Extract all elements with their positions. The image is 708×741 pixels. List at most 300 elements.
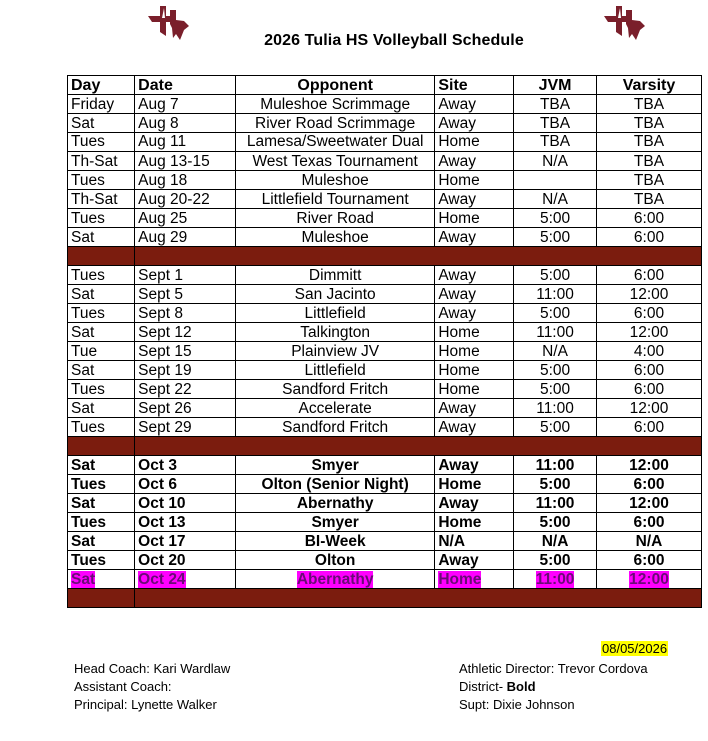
cell-varsity-text: 6:00 xyxy=(633,304,665,322)
cell-date xyxy=(135,551,236,570)
cell-opponent-text: Abernathy xyxy=(296,570,374,588)
cell-day-text: Sat xyxy=(71,532,96,550)
cell-jvm xyxy=(514,304,597,323)
table-row xyxy=(68,209,702,228)
cell-date-text: Aug 13-15 xyxy=(138,152,210,170)
cell-varsity xyxy=(597,551,702,570)
cell-day xyxy=(68,532,135,551)
cell-varsity xyxy=(597,513,702,532)
district-text xyxy=(459,678,648,696)
schedule-table xyxy=(67,75,702,608)
cell-day-text: Tues xyxy=(71,171,105,189)
cell-jvm-text: TBA xyxy=(539,95,571,113)
cell-date-text: Sept 15 xyxy=(138,342,192,360)
cell-opponent-text: Muleshoe xyxy=(301,171,369,189)
table-header-row xyxy=(68,76,702,95)
cell-jvm-text: 5:00 xyxy=(539,228,571,246)
cell-day xyxy=(68,513,135,532)
cell-site-text: Home xyxy=(438,171,480,189)
cell-date xyxy=(135,513,236,532)
cell-opponent xyxy=(235,304,434,323)
cell-varsity xyxy=(597,190,702,209)
cell-site-text: Away xyxy=(438,266,476,284)
cell-varsity xyxy=(597,152,702,171)
cell-jvm-text: TBA xyxy=(539,114,571,132)
cell-site xyxy=(435,171,514,190)
cell-date xyxy=(135,323,236,342)
cell-jvm xyxy=(514,114,597,133)
cell-jvm xyxy=(514,475,597,494)
cell-date-text: Sept 12 xyxy=(138,323,192,341)
footer-staff-left xyxy=(74,660,230,714)
cell-varsity-text: 6:00 xyxy=(633,361,665,379)
schedule-title: 2026 Tulia HS Volleyball Schedule xyxy=(264,32,524,49)
cell-opponent xyxy=(235,418,434,437)
cell-jvm-text: 5:00 xyxy=(539,361,571,379)
cell-site xyxy=(435,285,514,304)
header-site: Site xyxy=(435,76,514,95)
cell-date xyxy=(135,418,236,437)
cell-varsity xyxy=(597,399,702,418)
cell-jvm-text: 5:00 xyxy=(539,209,571,227)
cell-opponent-text: River Road Scrimmage xyxy=(255,114,416,132)
cell-varsity xyxy=(597,285,702,304)
cell-varsity-text: 6:00 xyxy=(633,380,665,398)
cell-day xyxy=(68,209,135,228)
cell-jvm-text: 11:00 xyxy=(536,323,574,341)
cell-opponent xyxy=(235,342,434,361)
table-row xyxy=(68,342,702,361)
cell-day-text: Th-Sat xyxy=(71,152,118,170)
cell-day xyxy=(68,171,135,190)
cell-site xyxy=(435,323,514,342)
cell-opponent xyxy=(235,456,434,475)
cell-varsity-text: 6:00 xyxy=(633,551,665,569)
cell-jvm xyxy=(514,513,597,532)
cell-opponent-text: Littlefield xyxy=(304,361,366,379)
cell-date xyxy=(135,570,236,589)
cell-varsity-text: TBA xyxy=(633,95,665,113)
cell-opponent-text: Abernathy xyxy=(296,494,374,512)
table-row xyxy=(68,380,702,399)
cell-day xyxy=(68,152,135,171)
cell-site xyxy=(435,228,514,247)
cell-varsity-text: 6:00 xyxy=(633,418,665,436)
cell-day xyxy=(68,456,135,475)
cell-opponent-text: Littlefield xyxy=(304,304,366,322)
cell-date-text: Oct 20 xyxy=(138,551,186,569)
cell-date xyxy=(135,171,236,190)
athletic-director-text: Athletic Director: Trevor Cordova xyxy=(459,661,648,676)
cell-site xyxy=(435,209,514,228)
cell-site-text: Home xyxy=(438,342,480,360)
cell-jvm-text: N/A xyxy=(542,152,568,170)
cell-jvm xyxy=(514,266,597,285)
cell-date-text: Sept 5 xyxy=(138,285,183,303)
cell-date-text: Aug 29 xyxy=(138,228,188,246)
cell-site-text: Home xyxy=(438,323,480,341)
cell-day xyxy=(68,551,135,570)
table-row xyxy=(68,285,702,304)
cell-site-text: Home xyxy=(438,513,482,531)
cell-varsity xyxy=(597,209,702,228)
cell-date-text: Aug 7 xyxy=(138,95,179,113)
cell-opponent-text: Plainview JV xyxy=(291,342,380,360)
cell-day-text: Tues xyxy=(71,418,105,436)
table-row xyxy=(68,266,702,285)
cell-date-text: Sept 19 xyxy=(138,361,192,379)
cell-site xyxy=(435,532,514,551)
cell-jvm-text: 5:00 xyxy=(539,418,571,436)
cell-site-text: Home xyxy=(438,475,482,493)
cell-varsity-text: 6:00 xyxy=(633,475,665,493)
cell-varsity-text: 6:00 xyxy=(633,266,665,284)
cell-jvm-text: 5:00 xyxy=(539,475,571,493)
cell-date-text: Sept 1 xyxy=(138,266,183,284)
cell-opponent-text: Talkington xyxy=(300,323,371,341)
cell-day xyxy=(68,399,135,418)
cell-day-text: Tues xyxy=(71,513,107,531)
cell-site xyxy=(435,361,514,380)
cell-site-text: Home xyxy=(438,209,480,227)
cell-opponent-text: Lamesa/Sweetwater Dual xyxy=(246,133,424,150)
cell-varsity-text: 12:00 xyxy=(629,323,669,341)
cell-opponent xyxy=(235,399,434,418)
cell-opponent-text: River Road xyxy=(296,209,374,227)
cell-jvm-text: 11:00 xyxy=(535,494,575,512)
cell-varsity-text: 6:00 xyxy=(633,209,665,227)
cell-opponent xyxy=(235,190,434,209)
table-row xyxy=(68,532,702,551)
cell-site xyxy=(435,475,514,494)
cell-day xyxy=(68,266,135,285)
cell-varsity-text: 4:00 xyxy=(633,342,665,360)
table-row xyxy=(68,494,702,513)
cell-day-text: Sat xyxy=(71,228,95,246)
cell-date-text: Sept 29 xyxy=(138,418,192,436)
cell-jvm xyxy=(514,209,597,228)
cell-site xyxy=(435,95,514,114)
table-row xyxy=(68,323,702,342)
cell-varsity-text: TBA xyxy=(633,171,665,189)
cell-day xyxy=(68,380,135,399)
cell-opponent-text: San Jacinto xyxy=(294,285,376,303)
cell-varsity-text: TBA xyxy=(633,114,665,132)
cell-date xyxy=(135,228,236,247)
cell-jvm-text: N/A xyxy=(542,190,568,208)
cell-day xyxy=(68,114,135,133)
cell-jvm-text: 11:00 xyxy=(536,285,574,303)
cell-jvm xyxy=(514,456,597,475)
district-value: Bold xyxy=(506,679,536,694)
assistant-coach-text: Assistant Coach: xyxy=(74,679,172,694)
header-jvm: JVM xyxy=(514,76,597,95)
cell-site xyxy=(435,570,514,589)
cell-day-text: Tues xyxy=(71,304,105,322)
cell-day xyxy=(68,342,135,361)
cell-day-text: Tues xyxy=(71,133,105,150)
cell-site xyxy=(435,494,514,513)
cell-opponent-text: Olton (Senior Night) xyxy=(261,475,409,493)
table-row xyxy=(68,171,702,190)
cell-site-text: Away xyxy=(438,285,476,303)
cell-day-text: Sat xyxy=(71,323,95,341)
cell-jvm-text: 11:00 xyxy=(535,570,575,588)
cell-site xyxy=(435,418,514,437)
cell-day xyxy=(68,304,135,323)
cell-date xyxy=(135,285,236,304)
cell-date xyxy=(135,361,236,380)
cell-jvm-text: 11:00 xyxy=(536,399,574,417)
cell-opponent xyxy=(235,380,434,399)
cell-jvm xyxy=(514,532,597,551)
table-row xyxy=(68,95,702,114)
cell-opponent-text: Sandford Fritch xyxy=(282,380,389,398)
cell-date xyxy=(135,399,236,418)
cell-date xyxy=(135,380,236,399)
cell-jvm xyxy=(514,418,597,437)
cell-opponent-text: Smyer xyxy=(311,513,359,531)
cell-day-text: Sat xyxy=(71,570,96,588)
cell-jvm xyxy=(514,551,597,570)
cell-day-text: Th-Sat xyxy=(71,190,118,208)
cell-jvm-text: 5:00 xyxy=(539,266,571,284)
cell-site-text: Away xyxy=(438,228,476,246)
cell-site xyxy=(435,456,514,475)
cell-opponent xyxy=(235,570,434,589)
cell-date xyxy=(135,475,236,494)
cell-jvm-text: 5:00 xyxy=(539,513,571,531)
cell-jvm xyxy=(514,361,597,380)
table-row xyxy=(68,133,702,152)
cell-jvm-text: 5:00 xyxy=(539,304,571,322)
cell-date xyxy=(135,95,236,114)
date-stamp: 08/05/2026 xyxy=(602,641,668,656)
cell-opponent-text: Smyer xyxy=(311,456,359,474)
cell-varsity xyxy=(597,323,702,342)
table-row xyxy=(68,456,702,475)
cell-opponent-text: BI-Week xyxy=(304,532,366,550)
cell-varsity-text: N/A xyxy=(635,532,663,550)
section-separator xyxy=(68,589,702,608)
cell-opponent xyxy=(235,475,434,494)
cell-varsity xyxy=(597,456,702,475)
cell-site-text: Away xyxy=(438,494,479,512)
cell-opponent xyxy=(235,266,434,285)
cell-site xyxy=(435,304,514,323)
cell-site xyxy=(435,399,514,418)
cell-site-text: Away xyxy=(438,456,479,474)
cell-date-text: Aug 11 xyxy=(138,133,187,150)
cell-date-text: Sept 22 xyxy=(138,380,192,398)
cell-date-text: Aug 20-22 xyxy=(138,190,210,208)
cell-day xyxy=(68,475,135,494)
cell-date xyxy=(135,133,236,152)
cell-site-text: Home xyxy=(438,133,480,150)
cell-site xyxy=(435,190,514,209)
cell-day xyxy=(68,570,135,589)
table-row xyxy=(68,228,702,247)
section-separator xyxy=(68,247,702,266)
cell-opponent xyxy=(235,285,434,304)
cell-varsity xyxy=(597,418,702,437)
cell-day xyxy=(68,95,135,114)
cell-jvm-text: 5:00 xyxy=(539,380,571,398)
cell-day-text: Tue xyxy=(71,342,98,360)
cell-opponent xyxy=(235,133,434,152)
header-opponent: Opponent xyxy=(235,76,434,95)
cell-date-text: Oct 17 xyxy=(138,532,186,550)
cell-date-text: Aug 8 xyxy=(138,114,179,132)
cell-site xyxy=(435,380,514,399)
cell-varsity-text: 6:00 xyxy=(633,513,665,531)
cell-varsity xyxy=(597,494,702,513)
cell-opponent-text: Littlefield Tournament xyxy=(261,190,409,208)
cell-varsity xyxy=(597,342,702,361)
cell-day xyxy=(68,228,135,247)
cell-varsity xyxy=(597,532,702,551)
cell-jvm xyxy=(514,171,597,190)
cell-day-text: Sat xyxy=(71,456,96,474)
cell-date-text: Oct 13 xyxy=(138,513,186,531)
cell-site-text: N/A xyxy=(438,532,466,550)
cell-site-text: Away xyxy=(438,418,476,436)
cell-date xyxy=(135,152,236,171)
cell-site xyxy=(435,133,514,152)
cell-date xyxy=(135,456,236,475)
header-day: Day xyxy=(68,76,135,95)
cell-site-text: Home xyxy=(438,361,480,379)
cell-date xyxy=(135,532,236,551)
cell-site-text: Away xyxy=(438,304,476,322)
table-row xyxy=(68,152,702,171)
cell-day-text: Tues xyxy=(71,266,105,284)
cell-date xyxy=(135,114,236,133)
cell-jvm xyxy=(514,323,597,342)
cell-jvm-text: TBA xyxy=(539,133,571,150)
cell-opponent xyxy=(235,209,434,228)
cell-varsity xyxy=(597,361,702,380)
cell-date-text: Oct 10 xyxy=(138,494,186,512)
cell-opponent-text: Muleshoe Scrimmage xyxy=(260,95,411,113)
cell-jvm xyxy=(514,570,597,589)
cell-jvm xyxy=(514,285,597,304)
table-row xyxy=(68,114,702,133)
cell-jvm-text: 11:00 xyxy=(535,456,575,474)
cell-date-text: Aug 18 xyxy=(138,171,188,189)
cell-opponent xyxy=(235,361,434,380)
cell-site-text: Away xyxy=(438,190,476,208)
cell-varsity xyxy=(597,380,702,399)
cell-day-text: Sat xyxy=(71,494,96,512)
cell-day xyxy=(68,133,135,152)
cell-date xyxy=(135,266,236,285)
table-row xyxy=(68,361,702,380)
cell-opponent xyxy=(235,513,434,532)
cell-opponent-text: Accelerate xyxy=(298,399,372,417)
cell-date xyxy=(135,190,236,209)
cell-varsity xyxy=(597,133,702,152)
cell-date-text: Oct 3 xyxy=(138,456,177,474)
cell-varsity-text: TBA xyxy=(633,152,665,170)
cell-opponent xyxy=(235,171,434,190)
cell-site-text: Away xyxy=(438,152,476,170)
cell-day-text: Sat xyxy=(71,361,95,379)
cell-varsity-text: 12:00 xyxy=(629,494,669,512)
cell-site xyxy=(435,114,514,133)
cell-jvm-text: 5:00 xyxy=(539,551,571,569)
cell-day-text: Sat xyxy=(71,399,95,417)
cell-date-text: Oct 24 xyxy=(138,570,186,588)
table-row xyxy=(68,551,702,570)
cell-site-text: Home xyxy=(438,380,480,398)
cell-day xyxy=(68,323,135,342)
cell-varsity-text: 12:00 xyxy=(629,456,669,474)
cell-day xyxy=(68,285,135,304)
cell-day-text: Tues xyxy=(71,380,105,398)
schedule-body xyxy=(68,95,702,608)
cell-site xyxy=(435,152,514,171)
cell-day xyxy=(68,494,135,513)
cell-day-text: Tues xyxy=(71,475,107,493)
table-row xyxy=(68,399,702,418)
table-row xyxy=(68,475,702,494)
cell-site-text: Home xyxy=(438,570,482,588)
cell-jvm xyxy=(514,494,597,513)
cell-opponent xyxy=(235,494,434,513)
cell-day-text: Friday xyxy=(71,95,115,113)
cell-opponent xyxy=(235,152,434,171)
cell-date xyxy=(135,209,236,228)
cell-varsity xyxy=(597,171,702,190)
cell-site xyxy=(435,342,514,361)
cell-jvm xyxy=(514,133,597,152)
cell-site-text: Away xyxy=(438,114,476,132)
cell-varsity-text: 12:00 xyxy=(629,399,669,417)
table-row xyxy=(68,513,702,532)
cell-opponent-text: West Texas Tournament xyxy=(252,152,418,170)
cell-day xyxy=(68,361,135,380)
head-coach-text: Head Coach: Kari Wardlaw xyxy=(74,661,231,676)
cell-jvm-text: N/A xyxy=(542,342,568,360)
cell-opponent xyxy=(235,114,434,133)
footer-staff-right xyxy=(459,660,648,714)
cell-opponent-text: Sandford Fritch xyxy=(282,418,389,436)
cell-opponent xyxy=(235,551,434,570)
cell-jvm xyxy=(514,95,597,114)
cell-site-text: Away xyxy=(438,551,479,569)
cell-site-text: Away xyxy=(438,399,476,417)
cell-day-text: Sat xyxy=(71,285,95,303)
cell-jvm xyxy=(514,190,597,209)
cell-varsity xyxy=(597,266,702,285)
cell-varsity xyxy=(597,228,702,247)
cell-jvm xyxy=(514,399,597,418)
cell-varsity xyxy=(597,304,702,323)
cell-day-text: Sat xyxy=(71,114,95,132)
cell-date xyxy=(135,494,236,513)
cell-varsity xyxy=(597,475,702,494)
cell-day xyxy=(68,418,135,437)
cell-day xyxy=(68,190,135,209)
cell-jvm xyxy=(514,380,597,399)
cell-opponent xyxy=(235,95,434,114)
cell-opponent xyxy=(235,532,434,551)
header-varsity: Varsity xyxy=(597,76,702,95)
cell-site xyxy=(435,551,514,570)
cell-date-text: Oct 6 xyxy=(138,475,177,493)
cell-date xyxy=(135,304,236,323)
